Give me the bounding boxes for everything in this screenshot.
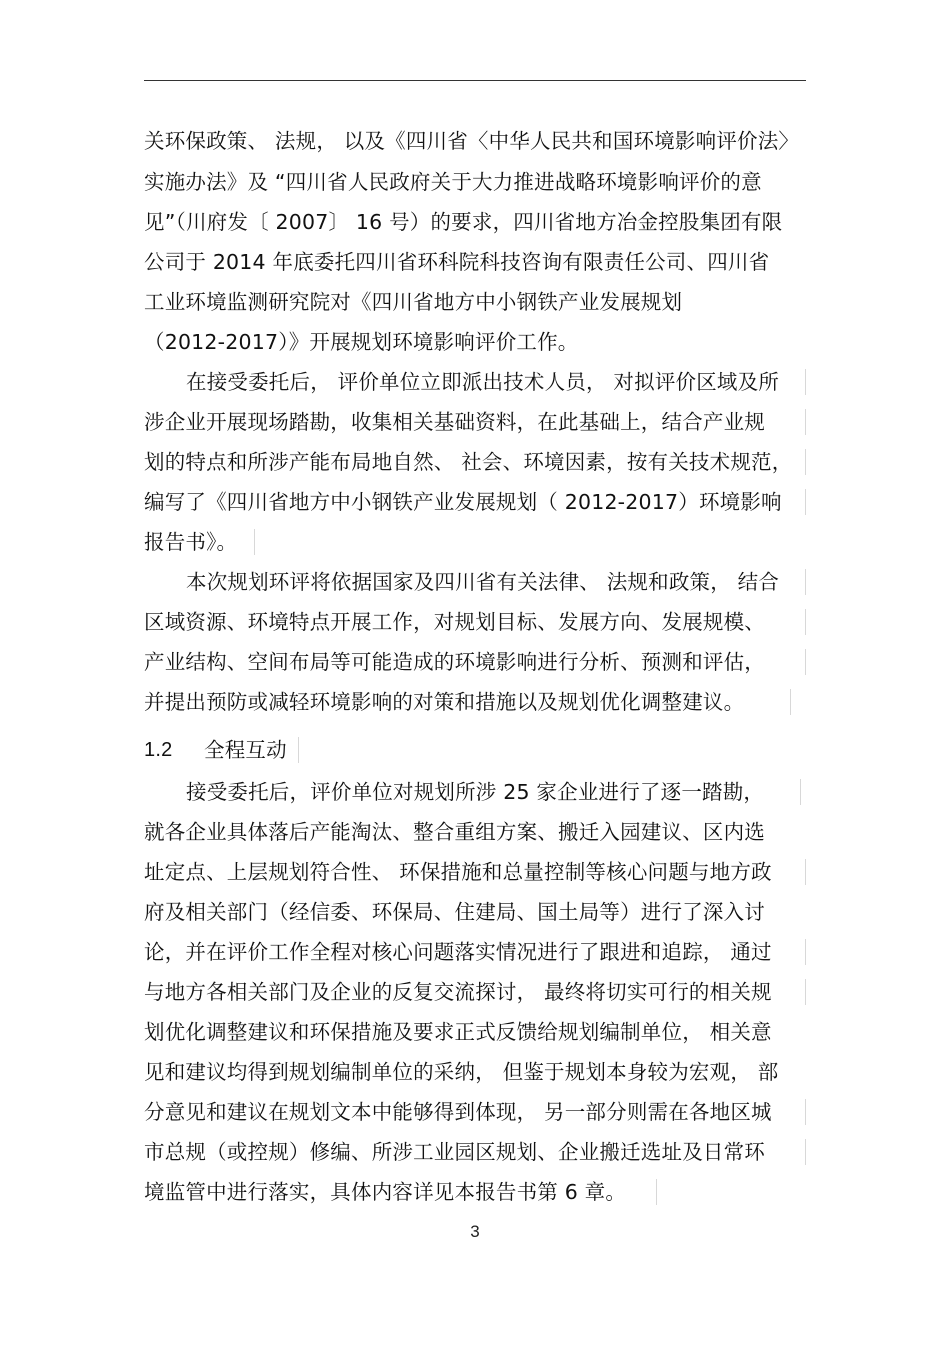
- paragraph-1-line-3: 见”（川府发〔 2007〕 16 号）的要求，四川省地方冶金控股集团有限: [144, 210, 783, 234]
- paragraph-4-line-7: 划优化调整建议和环保措施及要求正式反馈给规划编制单位， 相关意: [144, 1020, 772, 1044]
- margin-tick: [805, 979, 806, 1005]
- margin-tick: [805, 609, 806, 635]
- paragraph-1-line-5: 工业环境监测研究院对《四川省地方中小钢铁产业发展规划: [144, 290, 683, 314]
- paragraph-4-line-9: 分意见和建议在规划文本中能够得到体现， 另一部分则需在各地区城: [144, 1100, 772, 1124]
- margin-tick: [805, 409, 806, 435]
- margin-tick: [805, 369, 806, 395]
- paragraph-3-line-2: 区域资源、环境特点开展工作，对规划目标、发展方向、发展规模、: [144, 610, 765, 634]
- margin-tick: [254, 529, 255, 555]
- margin-tick: [805, 449, 806, 475]
- paragraph-2-line-4: 编写了《四川省地方中小钢铁产业发展规划（ 2012-2017）环境影响: [144, 490, 782, 514]
- margin-tick: [805, 649, 806, 675]
- paragraph-2-line-1: 在接受委托后， 评价单位立即派出技术人员， 对拟评价区域及所: [186, 370, 780, 394]
- margin-tick: [805, 859, 806, 885]
- paragraph-4-line-1: 接受委托后，评价单位对规划所涉 25 家企业进行了逐一踏勘，: [186, 780, 765, 804]
- section-number: 1.2: [144, 739, 173, 761]
- page-number: 3: [470, 1222, 480, 1241]
- margin-tick: [805, 569, 806, 595]
- paragraph-3-line-1: 本次规划环评将依据国家及四川省有关法律、 法规和政策， 结合: [186, 570, 780, 594]
- paragraph-4-line-10: 市总规（或控规）修编、所涉工业园区规划、企业搬迁选址及日常环: [144, 1140, 765, 1164]
- paragraph-2-line-3: 划的特点和所涉产能布局地自然、 社会、环境因素，按有关技术规范，: [144, 450, 793, 474]
- margin-tick: [800, 779, 801, 805]
- section-heading: [0, 734, 950, 766]
- margin-tick: [298, 737, 299, 763]
- margin-tick: [805, 939, 806, 965]
- paragraph-2-line-2: 涉企业开展现场踏勘，收集相关基础资料，在此基础上，结合产业规: [144, 410, 765, 434]
- paragraph-3-line-3: 产业结构、空间布局等可能造成的环境影响进行分析、预测和评估，: [144, 650, 765, 674]
- margin-tick: [656, 1179, 657, 1205]
- paragraph-1-line-1: 关环保政策、 法规， 以及《四川省〈中华人民共和国环境影响评价法〉: [144, 129, 800, 153]
- margin-tick: [790, 689, 791, 715]
- paragraph-4-line-6: 与地方各相关部门及企业的反复交流探讨， 最终将切实可行的相关规: [144, 980, 772, 1004]
- paragraph-4-line-11: 境监管中进行落实，具体内容详见本报告书第 6 章。: [144, 1180, 627, 1204]
- header-rule: [144, 80, 806, 81]
- paragraph-1-line-4: 公司于 2014 年底委托四川省环科院科技咨询有限责任公司、四川省: [144, 250, 770, 274]
- paragraph-1-line-2: 实施办法》及 “四川省人民政府关于大力推进战略环境影响评价的意: [144, 170, 762, 194]
- paragraph-4-line-8: 见和建议均得到规划编制单位的采纳， 但鉴于规划本身较为宏观， 部: [144, 1060, 779, 1084]
- margin-tick: [805, 1139, 806, 1165]
- paragraph-2-line-5: 报告书》。: [144, 530, 238, 554]
- margin-tick: [805, 489, 806, 515]
- paragraph-1-line-6: （2012-2017）》开展规划环境影响评价工作。: [144, 330, 579, 354]
- paragraph-4-line-4: 府及相关部门（经信委、环保局、住建局、国土局等）进行了深入讨: [144, 900, 765, 924]
- paragraph-3-line-4: 并提出预防或减轻环境影响的对策和措施以及规划优化调整建议。: [144, 690, 745, 714]
- section-title: 全程互动: [204, 738, 287, 762]
- paragraph-4-line-5: 论，并在评价工作全程对核心问题落实情况进行了跟进和追踪， 通过: [144, 940, 772, 964]
- paragraph-4-line-2: 就各企业具体落后产能淘汰、整合重组方案、搬迁入园建议、区内选: [144, 820, 765, 844]
- paragraph-4-line-3: 址定点、上层规划符合性、 环保措施和总量控制等核心问题与地方政: [144, 860, 772, 884]
- margin-tick: [805, 1099, 806, 1125]
